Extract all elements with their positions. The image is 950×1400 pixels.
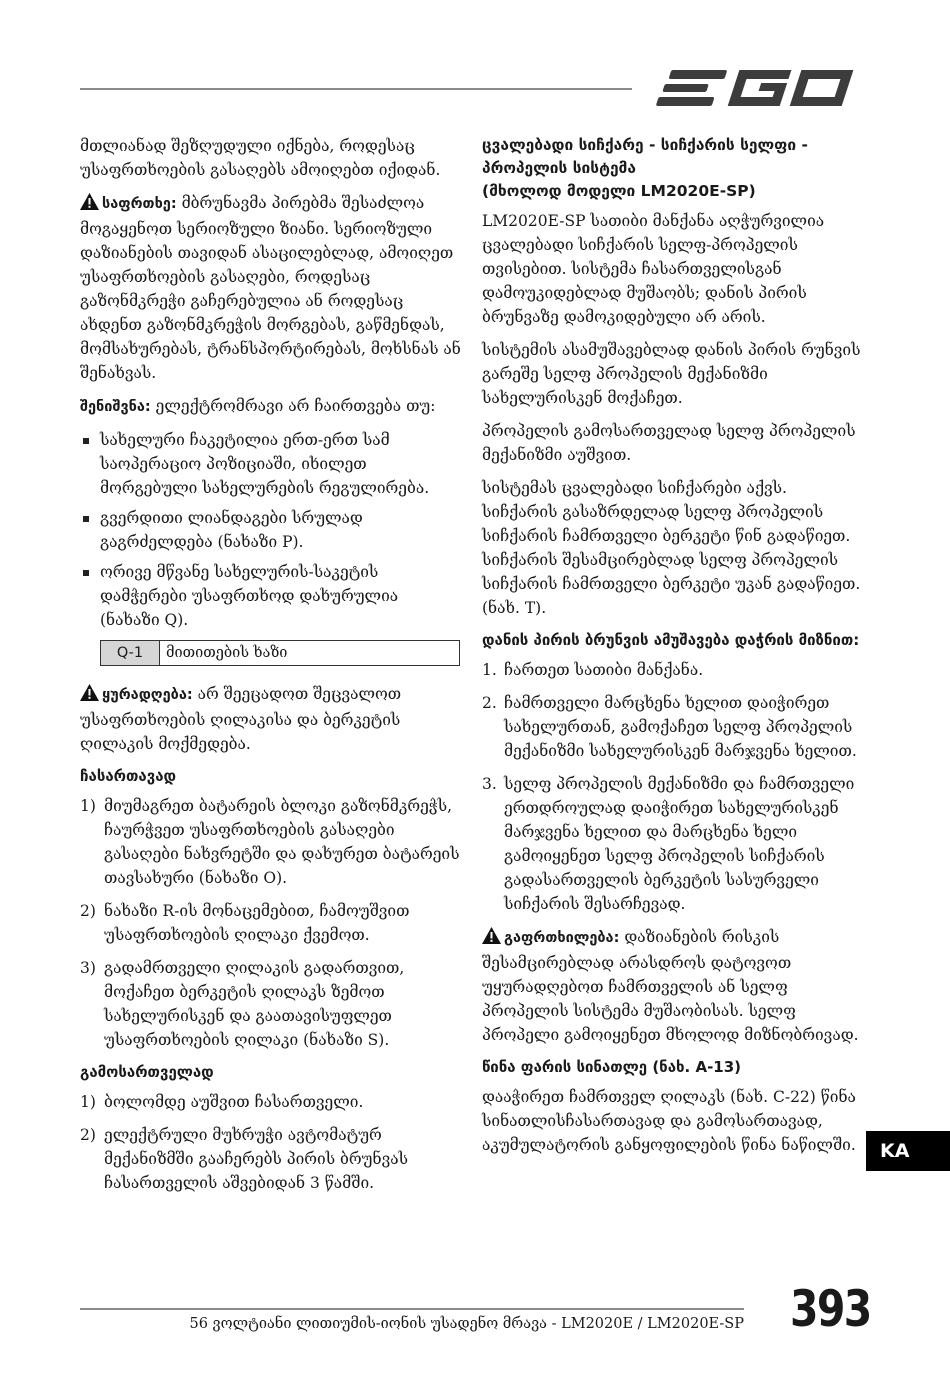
step-text: ნახაზი R-ის მონაცემებით, ჩამოუშვით უსაფრთხოების ღილაკი ქვემოთ. bbox=[104, 902, 410, 944]
body-paragraph: სისტემას ცვალებადი სიჩქარები აქვს. სიჩქარის გასაზრდელად სელფ პროპელის სიჩქარის ჩამრთველი ბერკეტი წინ გადაწიეთ. სიჩქარის შესამცირებლად სელფ პროპელის სიჩქარის ჩამრთველი ბერკეტი უკან გადაწიეთ. (ნახ. T). bbox=[482, 479, 861, 617]
headlight-paragraph: დააჭირეთ ჩამრთველ ღილაკს (ნახ. C-22) წინა სინათლისჩასართავად და გამოსართავად, აკუმულატორის განყოფილების წინა ნაწილში. bbox=[482, 1088, 856, 1154]
caution-text: არ შეეცადოთ შეცვალოთ უსაფრთხოების ღილაკისა და ბერკეტის ღილაკის მოქმედება. bbox=[80, 685, 402, 753]
step-text: ჩართეთ სათიბი მანქანა. bbox=[504, 661, 704, 679]
list-item bbox=[80, 428, 462, 500]
list-item bbox=[482, 658, 866, 682]
language-tab: KA bbox=[866, 1131, 950, 1171]
page-number: 393 bbox=[790, 1280, 871, 1338]
step-number: 3. bbox=[482, 775, 497, 793]
warning-triangle-icon bbox=[80, 193, 99, 217]
list-item bbox=[80, 1123, 462, 1195]
list-item bbox=[80, 560, 462, 632]
step-text: სელფ პროპელის მექანიზმი და ჩამრთველი ერთდროულად დაიჭირეთ სახელურისკენ მარჯვენა ხელით და მარცხენა ხელი გამოიყენეთ სელფ პროპელის სიჩქარის გადასართველის ბერკეტის სასურველი სიჩქარის შესარჩევად. bbox=[504, 775, 855, 913]
operation-steps bbox=[482, 658, 866, 916]
list-item bbox=[80, 1090, 462, 1114]
footer-rule bbox=[80, 1308, 744, 1310]
step-number: 1. bbox=[482, 661, 497, 679]
list-item bbox=[482, 691, 866, 763]
step-text: მიუმაგრეთ ბატარეის ბლოკი გაზონმკრეჭს, ჩაურჭვეთ უსაფრთხოების გასაღები გასაღები ნახვრეტში და დახურეთ ბატარეის თავსახური (ნახაზი O). bbox=[104, 797, 460, 887]
step-number: 2. bbox=[482, 694, 497, 712]
step-text: ჩამრთველი მარცხენა ხელით დაიჭირეთ სახელურთან, გამოქაჩეთ სელფ პროპელის მექანიზმი სახელურისკენ მარჯვენა ხელით. bbox=[504, 694, 857, 760]
warning-triangle-icon bbox=[482, 927, 501, 951]
step-text: გადამრთველი ღილაკის გადართვით, მოქაჩეთ ბერკეტის ღილაკს ზემოთ სახელურისკენ და გაათავისუფლეთ უსაფრთხოების ღილაკი (ნახაზი S). bbox=[104, 959, 405, 1049]
note-label: შენიშვნა: bbox=[80, 399, 151, 415]
ego-logo bbox=[650, 62, 862, 118]
section-title-line: ცვალებადი სიჩქარე - სიჩქარის სელფი - პროპელის სისტემა bbox=[482, 136, 808, 177]
left-column bbox=[80, 134, 462, 1204]
step-number: 3) bbox=[80, 959, 96, 977]
danger-label: საფრთხე: bbox=[102, 196, 177, 212]
table-row bbox=[101, 641, 460, 666]
footer-text: 56 ვოლტიანი ლითიუმის-იონის უსადენო მრავა - LM2020E / LM2020E-SP bbox=[189, 1316, 744, 1332]
value-cell: მითითების ხაზი bbox=[160, 641, 460, 666]
step-text: ბოლომდე აუშვით ჩასართველი. bbox=[104, 1093, 364, 1111]
list-item bbox=[482, 772, 866, 916]
start-steps bbox=[80, 794, 462, 1052]
note-text: ელექტრომრავი არ ჩაირთვება თუ: bbox=[150, 397, 436, 415]
key-table bbox=[100, 640, 460, 666]
caution-label: ყურადღება: bbox=[102, 687, 193, 703]
body-paragraph: LM2020E-SP სათიბი მანქანა აღჭურვილია ცვალებადი სიჩქარის სელფ-პროპელის თვისებით. სისტემა ჩასართველისგან დამოუკიდებლად მუშაობს; დანის პირის ბრუნვაზე დამოკიდებული არ არის. bbox=[482, 212, 825, 326]
body-paragraph: პროპელის გამოსართველად სელფ პროპელის მექანიზმი აუშვით. bbox=[482, 422, 856, 464]
step-number: 2) bbox=[80, 902, 96, 920]
header-rule bbox=[80, 88, 632, 90]
list-item bbox=[80, 899, 462, 947]
intro-paragraph: მთლიანად შეზღუდული იქნება, როდესაც უსაფრთხოების გასაღებს ამოიღებთ იქიდან. bbox=[80, 137, 441, 179]
list-item bbox=[80, 794, 462, 890]
stop-steps bbox=[80, 1090, 462, 1195]
danger-text: მბრუნავმა პირებმა შესაძლოა მოგაყენოთ სერიოზული ზიანი. სერიოზული დაზიანების თავიდან ასაცილებლად, ამოიღეთ უსაფრთხოების გასაღები, როდესაც გაზონმკრეჭი გაჩერებულია ან როდესაც ახდენთ გაზონმკრეჭის მორგებას, გაწმენდას, მომსახურებას, ტრანსპორტირებას, მოხსნას ან შენახვას. bbox=[80, 194, 461, 382]
bullet-icon bbox=[83, 516, 89, 522]
stop-heading: გამოსართველად bbox=[80, 1063, 214, 1081]
list-item-text: ორივე მწვანე სახელურის-საკეტის დამჭერები უსაფრთხოდ დახურულია (ნახაზი Q). bbox=[100, 563, 399, 629]
warning-paragraph bbox=[482, 925, 866, 1047]
key-cell: Q-1 bbox=[101, 641, 160, 666]
body-paragraph: სისტემის ასამუშავებლად დანის პირის რუნვის გარეშე სელფ პროპელის მექანიზმი სახელურისკენ მოქაჩეთ. bbox=[482, 341, 861, 407]
headlight-heading: წინა ფარის სინათლე (ნახ. A-13) bbox=[482, 1058, 742, 1076]
warning-text: დაზიანების რისკის შესამცირებლად არასდროს დატოვოთ უყურადღებოთ ჩამრთველის ან სელფ პროპელის სისტემა მუშაობისას. სელფ პროპელი გამოიყენეთ მხოლოდ მიზნობრივად. bbox=[482, 928, 859, 1044]
list-item-text: გვერდითი ლიანდაგები სრულად გაგრძელდება (ნახაზი P). bbox=[100, 509, 363, 551]
bullet-icon bbox=[83, 438, 89, 444]
warning-triangle-icon bbox=[80, 684, 99, 708]
bullet-icon bbox=[83, 570, 89, 576]
section-title bbox=[482, 134, 866, 203]
right-column bbox=[482, 134, 866, 1166]
step-number: 1) bbox=[80, 1093, 96, 1111]
operation-heading: დანის პირის ბრუნვის ამუშავება დაჭრის მიზნით: bbox=[482, 631, 860, 649]
step-text: ელექტრული მუხრუჭი ავტომატურ მექანიზმში გააჩერებს პირის ბრუნვას ჩასართველის აშვებიდან 3 წამში. bbox=[104, 1126, 408, 1192]
start-heading: ჩასართავად bbox=[80, 767, 177, 785]
note-paragraph bbox=[80, 394, 462, 419]
caution-warning bbox=[80, 682, 462, 756]
section-subtitle: (მხოლოდ მოდელი LM2020E-SP) bbox=[482, 182, 756, 200]
list-item bbox=[80, 956, 462, 1052]
list-item bbox=[80, 506, 462, 554]
list-item-text: სახელური ჩაკეტილია ერთ-ერთ სამ საოპერაციო პოზიციაში, იხილეთ მორგებული სახელურების რეგულირება. bbox=[100, 431, 430, 497]
danger-warning bbox=[80, 191, 462, 385]
warning-label: გაფრთხილება: bbox=[504, 930, 620, 946]
step-number: 1) bbox=[80, 797, 96, 815]
step-number: 2) bbox=[80, 1126, 96, 1144]
conditions-list bbox=[80, 428, 462, 632]
